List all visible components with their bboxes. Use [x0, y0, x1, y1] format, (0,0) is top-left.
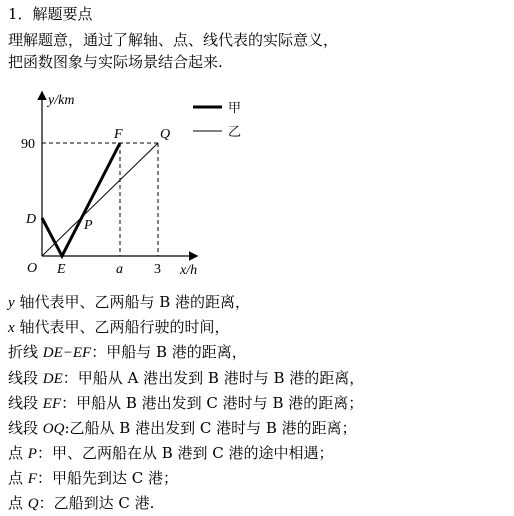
- point-E-label: E: [57, 262, 66, 277]
- section-title: 1．解题要点: [8, 5, 93, 23]
- x-axis-label: x/h: [180, 263, 198, 278]
- explanation-P: 点 P：甲、乙两船在从 B 港到 C 港的途中相遇；: [8, 444, 334, 462]
- legend-yi-label: 乙: [228, 125, 242, 140]
- point-F-label: F: [114, 127, 123, 142]
- x-tick-a: a: [116, 262, 123, 277]
- explanation-Q: 点 Q：乙船到达 C 港.: [8, 494, 155, 512]
- y-tick-90: 90: [21, 137, 35, 152]
- y-axis-label: y/km: [48, 93, 75, 108]
- point-Q-label: Q: [160, 127, 171, 142]
- polyline-DEF-jia: [42, 143, 120, 256]
- explanation-F: 点 F：甲船先到达 C 港；: [8, 469, 178, 487]
- explanation-DE-EF: 折线 DE−EF：甲船与 B 港的距离，: [8, 343, 247, 361]
- explanation-OQ: 线段 OQ:乙船从 B 港出发到 C 港时与 B 港的距离；: [8, 419, 357, 437]
- explanation-EF: 线段 EF：甲船从 B 港出发到 C 港时与 B 港的距离；: [8, 394, 364, 412]
- intro-line-2: 把函数图象与实际场景结合起来.: [8, 53, 223, 71]
- x-tick-3: 3: [154, 262, 161, 277]
- intro-line-1: 理解题意，通过了解轴、点、线代表的实际意义，: [8, 31, 339, 49]
- point-D-label: D: [26, 212, 37, 227]
- point-P-label: P: [84, 218, 93, 233]
- explanation-DE: 线段 DE：甲船从 A 港出发到 B 港时与 B 港的距离，: [8, 369, 365, 387]
- origin-label: O: [27, 261, 38, 276]
- legend-jia-label: 甲: [228, 101, 242, 116]
- explanation-x-axis: x 轴代表甲、乙两船行驶的时间，: [8, 318, 230, 336]
- explanation-y-axis: y 轴代表甲、乙两船与 B 港的距离，: [8, 293, 251, 311]
- line-OQ-yi: [42, 143, 158, 256]
